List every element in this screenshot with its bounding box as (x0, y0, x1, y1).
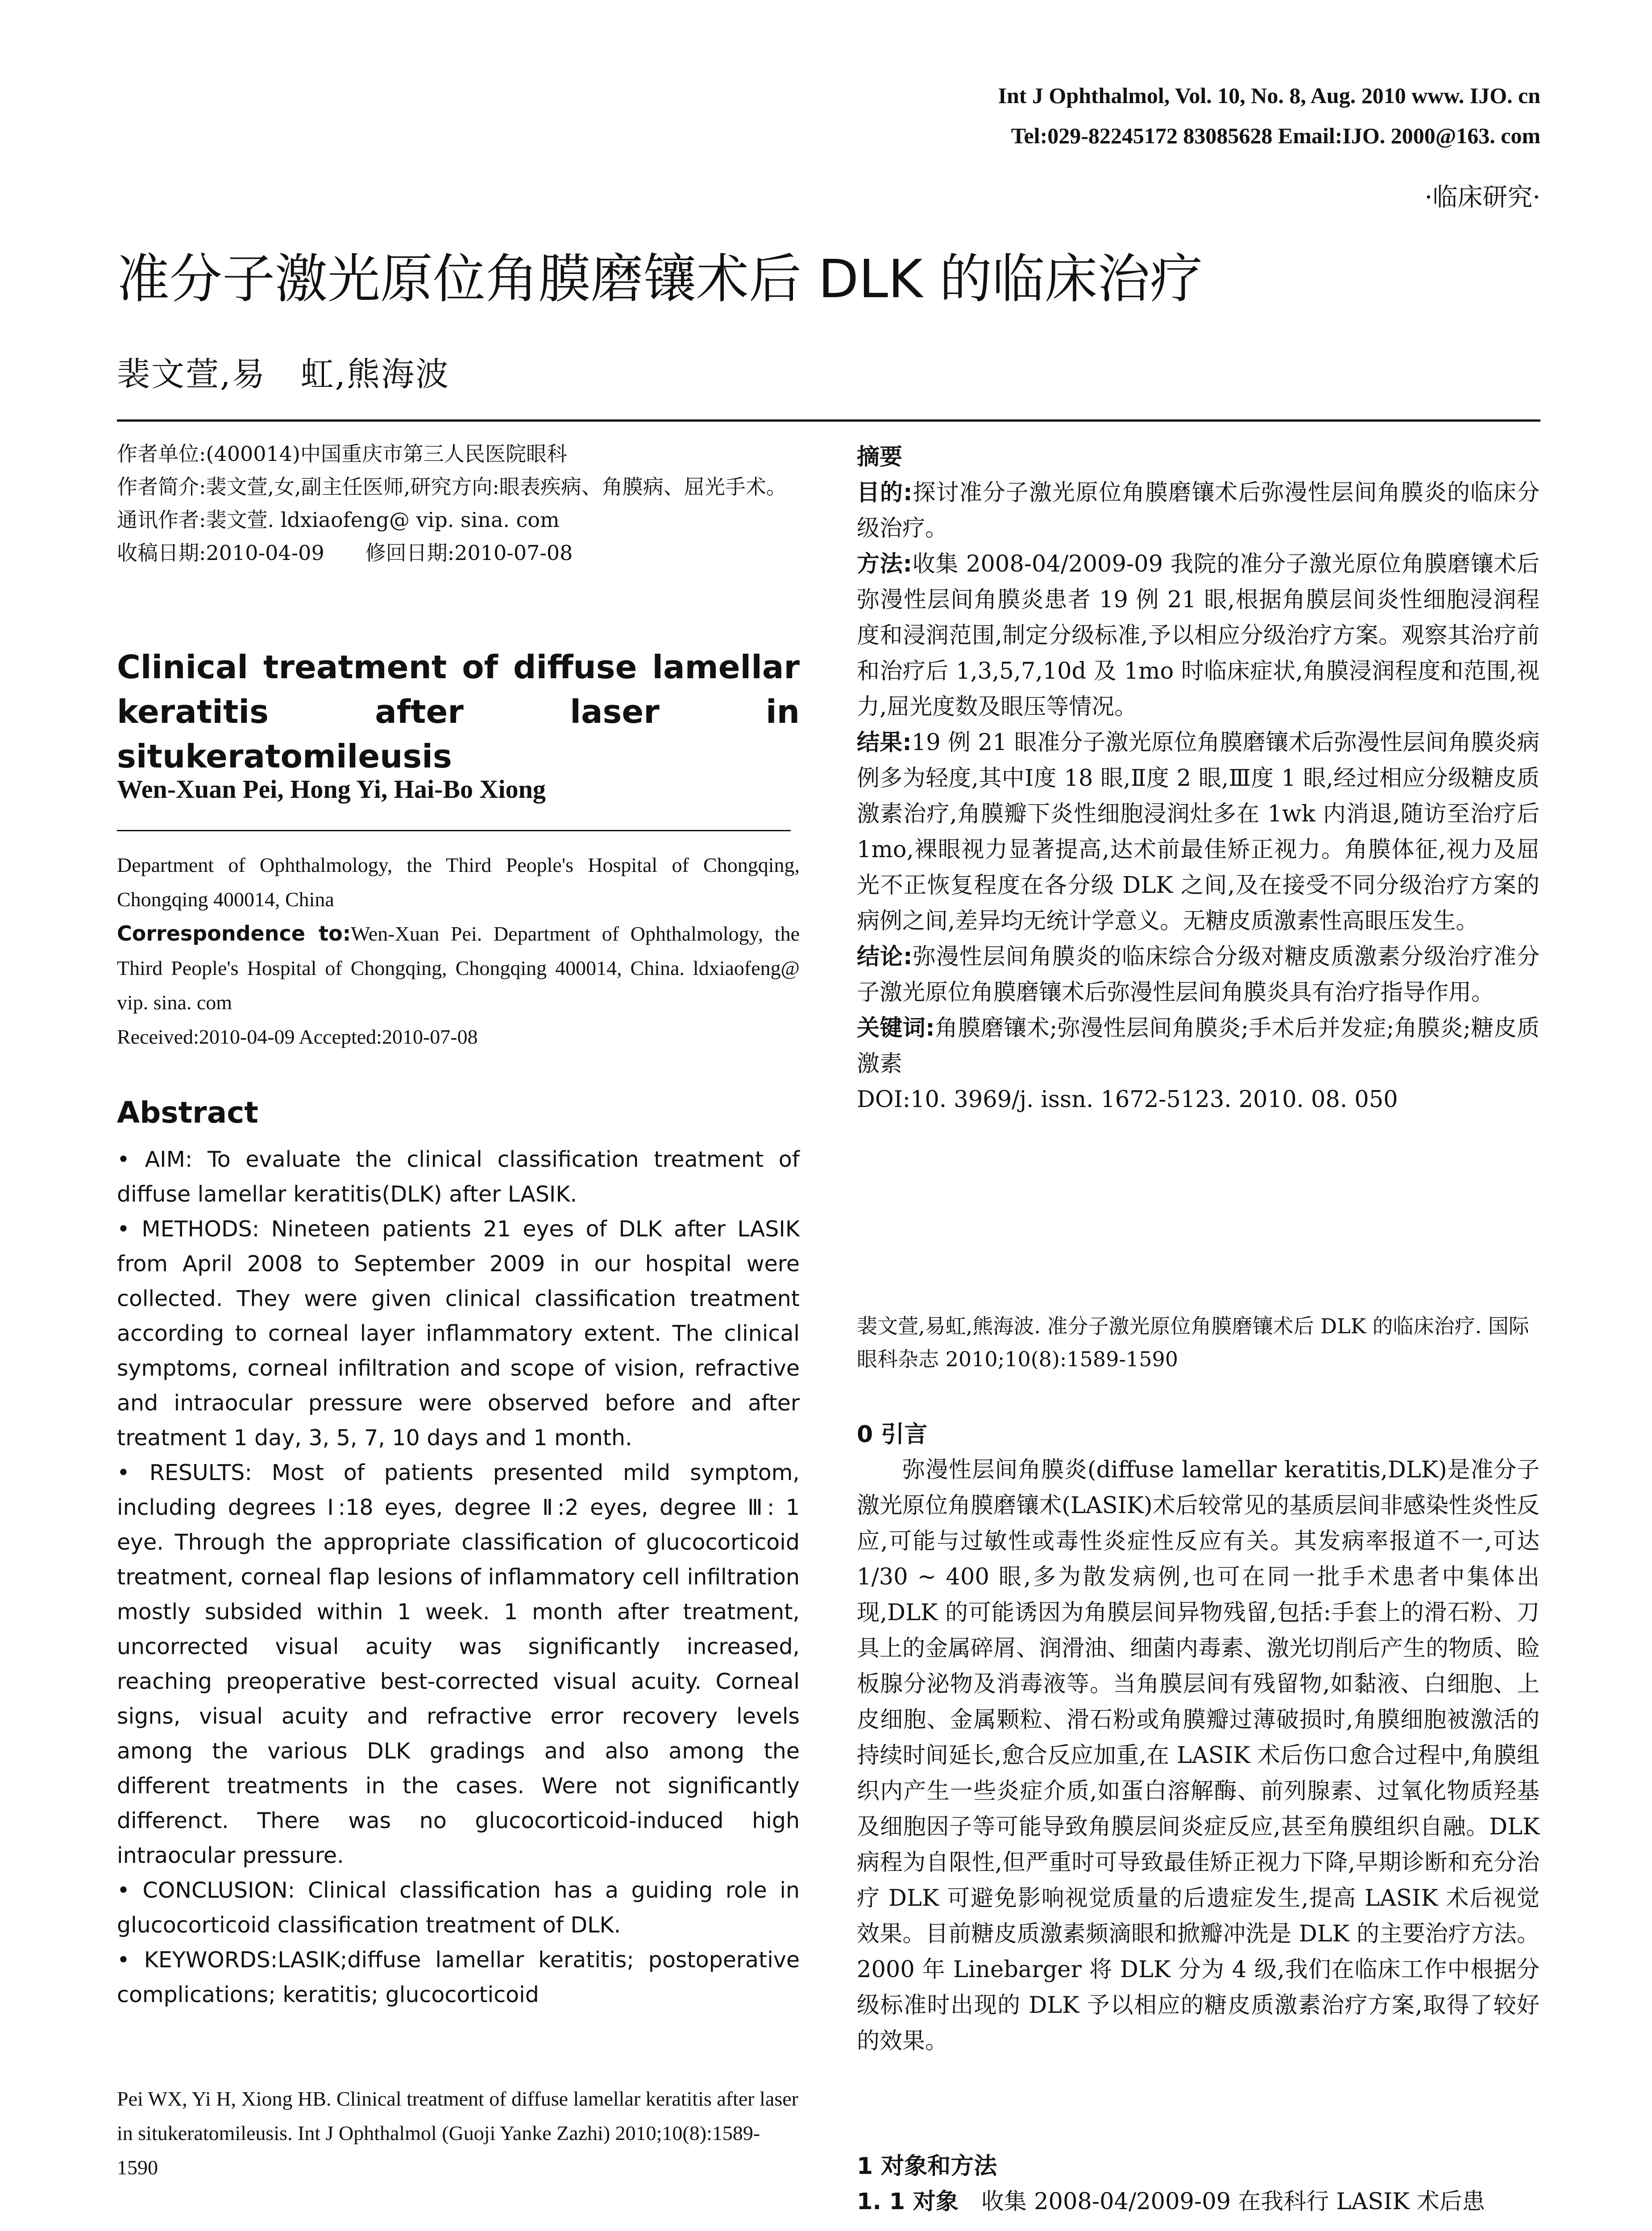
cn-aim-text: 探讨准分子激光原位角膜磨镶术后弥漫性层间角膜炎的临床分级治疗。 (857, 480, 1540, 542)
received-dates-cn: 收稿日期:2010-04-09 修回日期:2010-07-08 (117, 541, 573, 565)
doi: DOI:10. 3969/j. issn. 1672-5123. 2010. 08. 050 (857, 1086, 1398, 1113)
abstract-english (117, 1142, 800, 2012)
correspondence-text: Wen-Xuan Pei. Department of Ophthalmology, the Third People's Hospital of Chongqing, Chongqing 400014, China. ldxiaofeng@ vip. sina. com (117, 922, 800, 1014)
chinese-authors: 裴文萱,易 虹,熊海波 (117, 355, 450, 394)
cn-keywords (857, 1011, 1540, 1082)
cn-conclusion-label: 结论: (857, 944, 913, 970)
correspondence-label: Correspondence to: (117, 921, 351, 945)
department: Department of Ophthalmology, the Third People's Hospital of Chongqing, Chongqing 400014, China (117, 854, 800, 911)
received-accepted: Received:2010-04-09 Accepted:2010-07-08 (117, 1025, 478, 1048)
abstract-methods (117, 1212, 800, 1456)
chinese-citation (857, 1310, 1540, 1376)
intro-section (857, 1452, 1540, 2059)
section-tag: ·临床研究· (1424, 183, 1540, 212)
title-rule (117, 419, 1540, 422)
abstract-results (117, 1456, 800, 1873)
cn-methods (857, 547, 1540, 725)
journal-header-line2: Tel:029-82245172 83085628 Email:IJO. 2000@163. com (1011, 123, 1540, 148)
cn-keywords-label: 关键词: (857, 1015, 935, 1041)
english-citation (117, 2082, 800, 2185)
aim-text: To evaluate the clinical classification treatment of diffuse lamellar keratitis(DLK) after LASIK. (117, 1147, 800, 1207)
intro-heading: 0 引言 (857, 1421, 928, 1448)
cn-keywords-text: 角膜磨镶术;弥漫性层间角膜炎;手术后并发症;角膜炎;糖皮质激素 (857, 1015, 1540, 1077)
english-authors: Wen-Xuan Pei, Hong Yi, Hai-Bo Xiong (117, 775, 546, 804)
abstract-chinese (857, 440, 1540, 1118)
cn-results (857, 725, 1540, 939)
abstract-conclusion (117, 1873, 800, 1943)
keywords-label: • KEYWORDS: (117, 1947, 278, 1973)
cn-methods-text: 收集 2008-04/2009-09 我院的准分子激光原位角膜磨镶术后弥漫性层间角膜炎患者 19 例 21 眼,根据角膜层间炎性细胞浸润程度和浸润范围,制定分级标准,予以相应分级治疗方案。观察其治疗前和治疗后 1,3,5,7,10d 及 1mo 时临床症状,角膜浸润程度和范围,视力,屈光度数及眼压等情况。 (857, 551, 1540, 720)
chinese-title: 准分子激光原位角膜磨镶术后 DLK 的临床治疗 (117, 248, 1203, 310)
aim-label: • AIM: (117, 1147, 193, 1172)
english-citation-text: Pei WX, Yi H, Xiong HB. Clinical treatment of diffuse lamellar keratitis after laser in situkeratomileusis. Int J Ophthalmol (Guoji Yanke Zazhi) 2010;10(8):1589-1590 (117, 2087, 798, 2179)
conclusion-text: Clinical classification has a guiding role in glucocorticoid classification treatment of DLK. (117, 1878, 800, 1938)
journal-header-line1: Int J Ophthalmol, Vol. 10, No. 8, Aug. 2010 www. IJO. cn (998, 83, 1540, 108)
subsection-label: 1. 1 对象 (857, 2189, 959, 2215)
methods-heading: 1 对象和方法 (857, 2153, 997, 2180)
author-rule (117, 830, 791, 831)
cn-aim (857, 475, 1540, 547)
author-affiliation: 作者单位:(400014)中国重庆市第三人民医院眼科 (117, 442, 567, 466)
english-title: Clinical treatment of diffuse lamellar keratitis after laser in situkeratomileusis (117, 648, 800, 775)
intro-paragraph: 弥漫性层间角膜炎(diffuse lamellar keratitis,DLK)是准分子激光原位角膜磨镶术(LASIK)术后较常见的基质层间非感染性炎性反应,可能与过敏性或毒性炎症性反应有关。其发病率报道不一,可达 1/30 ~ 400 眼,多为散发病例,也可在同一批手术患者中集体出现,DLK 的可能诱因为角膜层间异物残留,包括:手套上的滑石粉、刀具上的金属碎屑、润滑油、细菌内毒素、激光切削后产生的物质、睑板腺分泌物及消毒液等。当角膜层间有残留物,如黏液、白细胞、上皮细胞、金属颗粒、滑石粉或角膜瓣过薄破损时,角膜细胞被激活的持续时间延长,愈合反应加重,在 LASIK 术后伤口愈合过程中,角膜组织内产生一些炎症介质,如蛋白溶解酶、前列腺素、过氧化物质羟基及细胞因子等可能导致角膜层间炎症反应,甚至角膜组织自融。DLK 病程为自限性,但严重时可导致最佳矫正视力下降,早期诊断和充分治疗 DLK 可避免影响视觉质量的后遗症发生,提高 LASIK 术后视觉效果。目前糖皮质激素频滴眼和掀瓣冲洗是 DLK 的主要治疗方法。2000 年 Linebarger 将 DLK 分为 4 级,我们在临床工作中根据分级标准时出现的 DLK 予以相应的糖皮质激素治疗方案,取得了较好的效果。 (857, 1457, 1540, 2054)
cn-results-label: 结果: (857, 730, 912, 756)
keywords-text: LASIK;diffuse lamellar keratitis; postoperative complications; keratitis; glucocorticoid (117, 1947, 800, 2007)
methods-label: • METHODS: (117, 1216, 260, 1242)
results-text: Most of patients presented mild symptom, including degrees Ⅰ:18 eyes, degree Ⅱ:2 eyes, degree Ⅲ: 1 eye. Through the appropriate classification of glucocorticoid treatment, corneal flap lesions of inflammatory cell infiltration mostly subsided within 1 week. 1 month after treatment, uncorrected visual acuity was significantly increased, reaching preoperative best-corrected visual acuity. Corneal signs, visual acuity and refractive error recovery levels among the various DLK gradings and also among the different treatments in the cases. Were not significantly differenct. There was no glucocorticoid-induced high intraocular pressure. (117, 1460, 800, 1868)
conclusion-label: • CONCLUSION: (117, 1878, 295, 1903)
abstract-heading: Abstract (117, 1095, 258, 1130)
abstract-aim (117, 1142, 800, 1212)
methods-text: Nineteen patients 21 eyes of DLK after LASIK from April 2008 to September 2009 in our hospital were collected. They were given clinical classification treatment according to corneal layer inflammatory extent. The clinical symptoms, corneal infiltration and scope of vision, refractive and intraocular pressure were observed before and after treatment 1 day, 3, 5, 7, 10 days and 1 month. (117, 1216, 800, 1451)
abstract-cn-heading: 摘要 (857, 444, 903, 470)
cn-methods-label: 方法: (857, 551, 912, 577)
subsection-text: 收集 2008-04/2009-09 在我科行 LASIK 术后患 (958, 2189, 1485, 2215)
abstract-keywords (117, 1943, 800, 2012)
author-bio: 作者简介:裴文萱,女,副主任医师,研究方向:眼表疾病、角膜病、屈光手术。 (117, 475, 787, 499)
results-label: • RESULTS: (117, 1460, 252, 1485)
chinese-citation-text: 裴文萱,易虹,熊海波. 准分子激光原位角膜磨镶术后 DLK 的临床治疗. 国际眼科杂志 2010;10(8):1589-1590 (857, 1314, 1529, 1371)
cn-conclusion (857, 939, 1540, 1011)
correspondence (117, 916, 800, 1020)
subsection-1-1 (857, 2184, 1540, 2220)
cn-conclusion-text: 弥漫性层间角膜炎的临床综合分级对糖皮质激素分级治疗准分子激光原位角膜磨镶术后弥漫性层间角膜炎具有治疗指导作用。 (857, 944, 1540, 1006)
affiliation-block (117, 848, 800, 1054)
cn-aim-label: 目的: (857, 480, 913, 506)
cn-results-text: 19 例 21 眼准分子激光原位角膜磨镶术后弥漫性层间角膜炎病例多为轻度,其中Ⅰ度 18 眼,Ⅱ度 2 眼,Ⅲ度 1 眼,经过相应分级糖皮质激素治疗,角膜瓣下炎性细胞浸润灶多在 1wk 内消退,随访至治疗后 1mo,裸眼视力显著提高,达术前最佳矫正视力。角膜体征,视力及屈光不正恢复程度在各分级 DLK 之间,及在接受不同分级治疗方案的病例之间,差异均无统计学意义。无糖皮质激素性高眼压发生。 (857, 730, 1540, 934)
corresponding-author: 通讯作者:裴文萱. ldxiaofeng@ vip. sina. com (117, 508, 560, 532)
author-info (117, 437, 800, 569)
